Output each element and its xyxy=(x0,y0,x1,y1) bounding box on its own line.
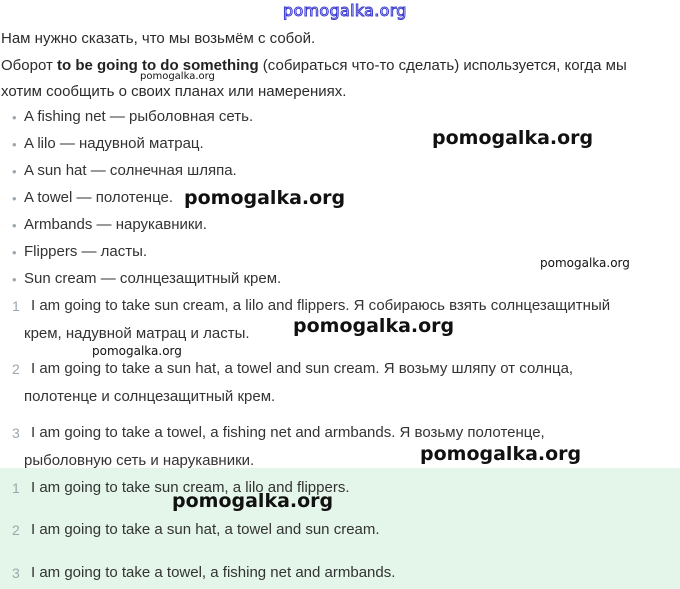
example-line: I am going to take sun cream, a lilo and flippers. Я собираюсь взять солнцезащитный xyxy=(31,297,611,314)
answer-number: 1 xyxy=(12,480,20,496)
watermark: pomogalka.org xyxy=(172,490,334,512)
example-line: крем, надувной матрац и ласты. xyxy=(24,325,250,342)
answer-number: 2 xyxy=(12,522,20,538)
example-line: I am going to take a towel, a fishing net and armbands. Я возьму полотенце, xyxy=(31,424,545,441)
vocab-item: Armbands — нарукавники. xyxy=(24,216,207,233)
example-line: I am going to take a sun hat, a towel and sun cream. Я возьму шляпу от солнца, xyxy=(31,360,574,377)
example-line: полотенце и солнцезащитный крем. xyxy=(24,388,276,405)
vocab-item: A towel — полотенце. xyxy=(24,189,174,206)
watermark: pomogalka.org xyxy=(420,443,582,465)
vocab-item: A sun hat — солнечная шляпа. xyxy=(24,162,237,179)
vocab-item: Flippers — ласты. xyxy=(24,243,148,260)
answer-line: I am going to take a towel, a fishing net and armbands. xyxy=(31,564,396,581)
vocab-item: A lilo — надувной матрац. xyxy=(24,135,204,152)
watermark: pomogalka.org xyxy=(293,315,455,337)
grammar-phrase: to be going to do something xyxy=(57,57,259,74)
watermark: pomogalka.org xyxy=(540,256,630,270)
intro-suffix: (собираться что-то сделать) используется, когда мы xyxy=(258,57,627,74)
bullet-icon: • xyxy=(12,218,17,233)
example-number: 3 xyxy=(12,425,20,441)
answer-line: I am going to take sun cream, a lilo and flippers. xyxy=(31,479,350,496)
watermark: pomogalka.org xyxy=(140,71,215,82)
watermark: pomogalka.org xyxy=(432,127,594,149)
example-number: 2 xyxy=(12,361,20,377)
bullet-icon: • xyxy=(12,245,17,260)
answer-number: 3 xyxy=(12,565,20,581)
bullet-icon: • xyxy=(12,137,17,152)
watermark: pomogalka.org xyxy=(92,344,182,358)
bullet-icon: • xyxy=(12,164,17,179)
intro-line-3: хотим сообщить о своих планах или намерениях. xyxy=(1,83,347,100)
intro-prefix: Оборот xyxy=(1,57,57,74)
vocab-item: A fishing net — рыболовная сеть. xyxy=(24,108,254,125)
bullet-icon: • xyxy=(12,191,17,206)
vocab-item: Sun cream — солнцезащитный крем. xyxy=(24,270,282,287)
intro-line-2 xyxy=(1,57,627,74)
bullet-icon: • xyxy=(12,272,17,287)
watermark: pomogalka.org xyxy=(184,187,346,209)
intro-line-1: Нам нужно сказать, что мы возьмём с собой. xyxy=(1,30,316,47)
answer-line: I am going to take a sun hat, a towel and sun cream. xyxy=(31,521,380,538)
bullet-icon: • xyxy=(12,110,17,125)
example-number: 1 xyxy=(12,298,20,314)
example-line: рыболовную сеть и нарукавники. xyxy=(24,452,255,469)
watermark-top: pomogalka.org xyxy=(283,1,407,20)
